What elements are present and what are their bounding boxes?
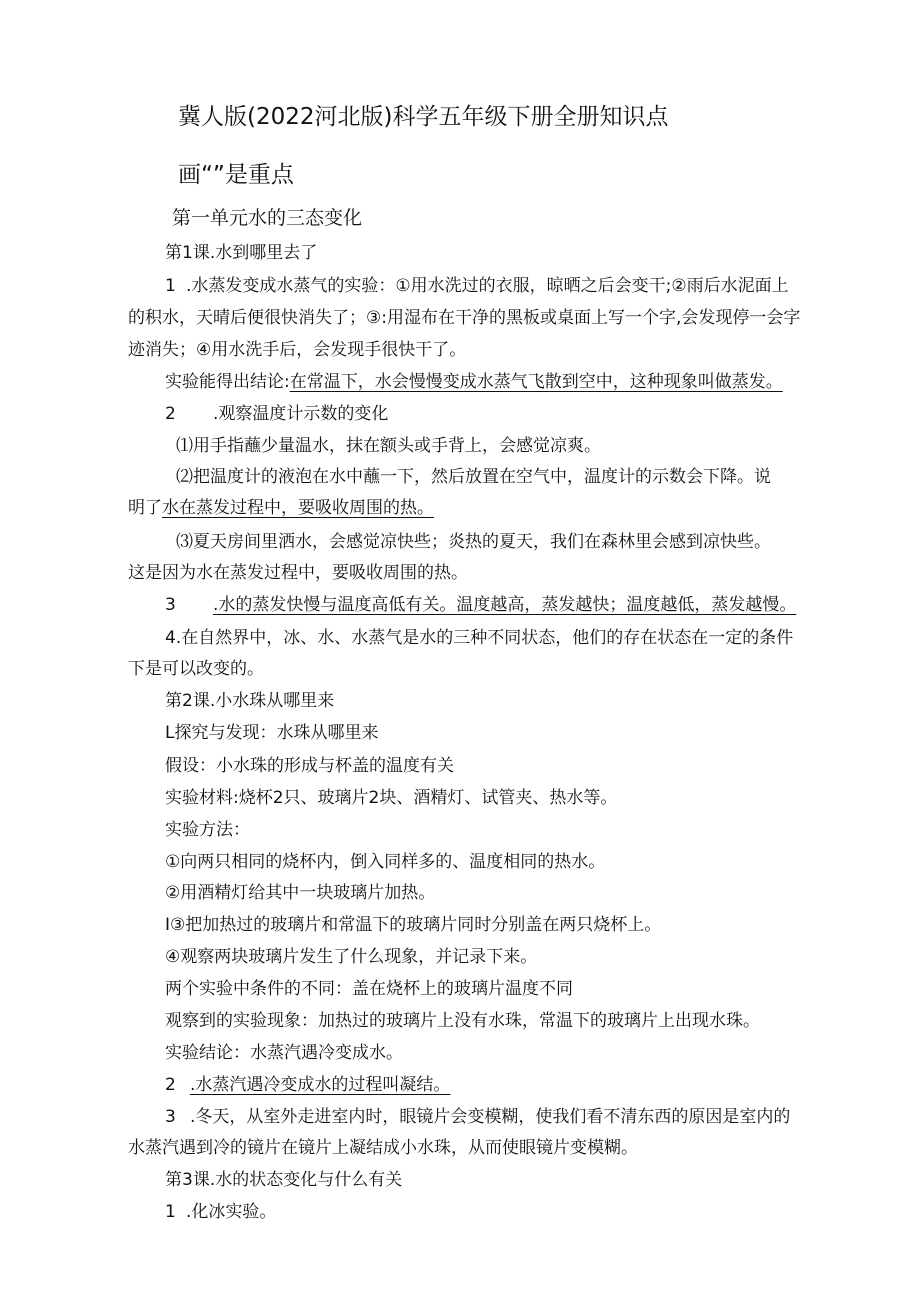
- paragraph-line: .冬天，从室外走进室内时，眼镜片会变模糊，使我们看不清东西的原因是室内的: [190, 1107, 791, 1127]
- paragraph-line: L探究与发现：水珠从哪里来: [165, 723, 379, 743]
- item-number: 1: [165, 1202, 176, 1222]
- paragraph-line: 这是因为水在蒸发过程中，要吸收周围的热。: [128, 563, 468, 583]
- paragraph-line: 实验材料:烧杯2只、玻璃片2块、酒精灯、试管夹、热水等。: [165, 788, 618, 808]
- lesson1-heading: 第1课.水到哪里去了: [165, 243, 318, 263]
- paragraph-line: .化冰实验。: [186, 1202, 277, 1222]
- paragraph-line: 水蒸汽遇到冷的镜片在镜片上凝结成小水珠，从而使眼镜片变模糊。: [128, 1138, 638, 1158]
- item-number: 1: [165, 276, 176, 296]
- sub-item: ⑴用手指蘸少量温水，抹在额头或手背上，会感觉凉爽。: [176, 436, 601, 456]
- key-point-underlined: 在常温下，水会慢慢变成水蒸气飞散到空中，这种现象叫做蒸发。: [289, 372, 783, 392]
- sub-item: ⑶夏天房间里洒水，会感觉凉快些；炎热的夏天，我们在森林里会感到凉快些。: [176, 532, 771, 552]
- paragraph-line: 两个实验中条件的不同：盖在烧杯上的玻璃片温度不同: [165, 979, 573, 999]
- item-number: 3: [165, 1107, 176, 1127]
- conclusion-line: [165, 371, 783, 393]
- paragraph-line: .水蒸发变成水蒸气的实验：①用水洗过的衣服，晾晒之后会变干;②雨后水泥面上: [186, 276, 789, 296]
- paragraph-line: 4.在自然界中，冰、水、水蒸气是水的三种不同状态，他们的存在状态在一定的条件: [165, 628, 794, 648]
- unit-title: 第一单元水的三态变化: [172, 207, 363, 229]
- conclusion-prefix: 实验能得出结论:: [165, 372, 290, 392]
- lesson3-heading: 第3课.水的状态变化与什么有关: [165, 1170, 403, 1190]
- key-note: 画“”是重点: [178, 162, 294, 188]
- key-point-underlined: 水在蒸发过程中，要吸收周围的热。: [162, 498, 434, 518]
- step-item: ④观察两块玻璃片发生了什么现象，并记录下来。: [165, 947, 538, 967]
- paragraph-line: 假设：小水珠的形成与杯盖的温度有关: [165, 756, 454, 776]
- item-number: 2: [165, 404, 176, 424]
- text-prefix: 明了: [128, 498, 162, 518]
- paragraph-line: 迹消失；④用水洗手后，会发现手很快干了。: [128, 340, 467, 360]
- item-number: 3: [165, 595, 176, 615]
- paragraph-line: 观察到的实验现象：加热过的玻璃片上没有水珠，常温下的玻璃片上出现水珠。: [165, 1011, 760, 1031]
- paragraph-line: 的积水，天晴后便很快消失了；③:用湿布在干净的黑板或桌面上写一个字,会发现停一会字: [128, 308, 801, 328]
- step-item: ①向两只相同的烧杯内，倒入同样多的、温度相同的热水。: [165, 852, 606, 872]
- paragraph-line: 实验方法：: [165, 820, 250, 840]
- paragraph-line: 实验结论：水蒸汽遇冷变成水。: [165, 1043, 403, 1063]
- paragraph-line: 下是可以改变的。: [128, 659, 264, 679]
- key-point-underlined: .水的蒸发快慢与温度高低有关。温度越高，蒸发越快；温度越低，蒸发越慢。: [213, 595, 797, 615]
- key-point-underlined: .水蒸汽遇冷变成水的过程叫凝结。: [190, 1075, 451, 1095]
- paragraph-line: [128, 497, 434, 519]
- document-title: 冀人版(2022河北版)科学五年级下册全册知识点: [178, 104, 669, 130]
- step-item: ②用酒精灯给其中一块玻璃片加热。: [165, 883, 436, 903]
- step-item: I③把加热过的玻璃片和常温下的玻璃片同时分别盖在两只烧杯上。: [165, 915, 662, 935]
- lesson2-heading: 第2课.小水珠从哪里来: [165, 691, 335, 711]
- paragraph-line: .观察温度计示数的变化: [213, 404, 389, 424]
- sub-item: ⑵把温度计的液泡在水中蘸一下，然后放置在空气中，温度计的示数会下降。说: [176, 467, 771, 487]
- item-number: 2: [165, 1075, 176, 1095]
